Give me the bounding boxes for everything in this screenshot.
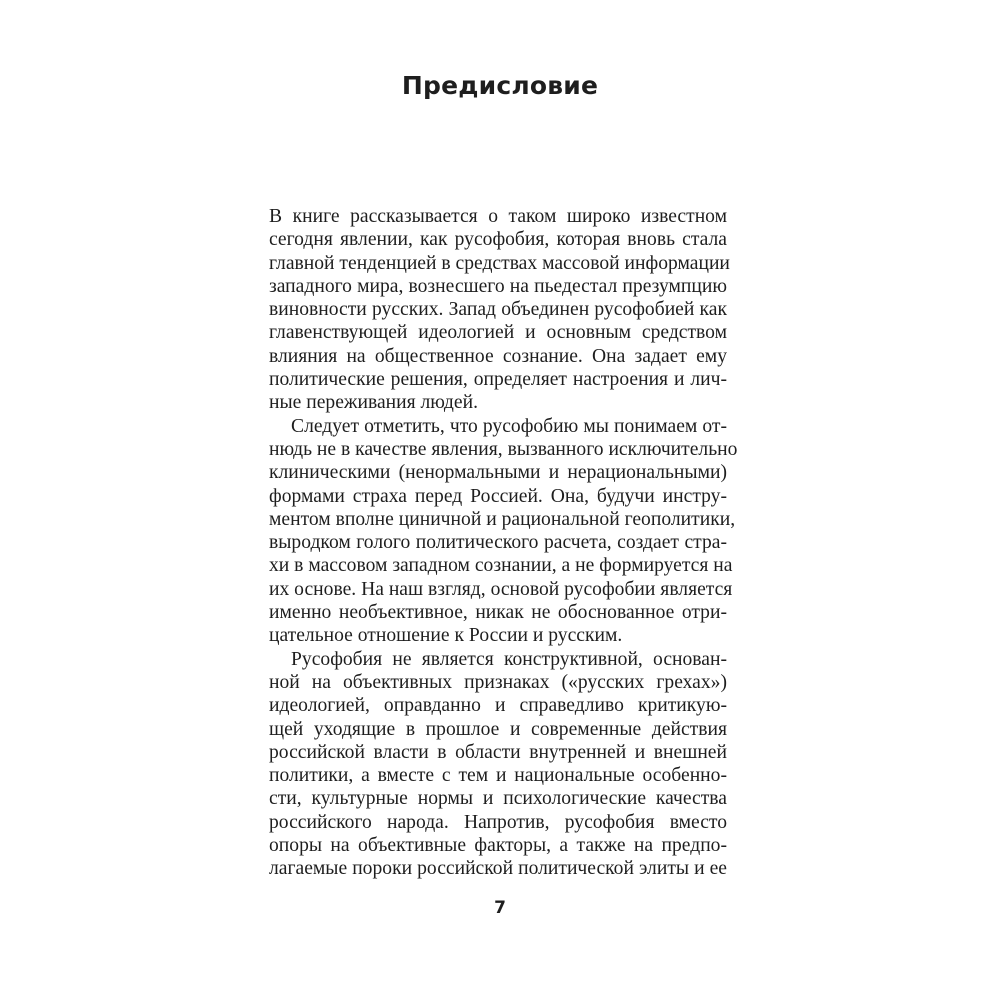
text-line: выродком голого политического расчета, создает стра-	[269, 532, 727, 554]
body-text	[269, 205, 738, 881]
text-line: сегодня явлении, как русофобия, которая вновь стала	[269, 229, 727, 251]
text-line: В книге рассказывается о таком широко известном	[269, 206, 727, 227]
text-line: ные переживания людей.	[269, 392, 478, 414]
text-line: идеологией, оправданно и справедливо критикую-	[269, 695, 727, 717]
text-line: западного мира, вознесшего на пьедестал презумпцию	[269, 275, 727, 297]
text-line: ной на объективных признаках («русских грехах»)	[269, 671, 727, 693]
text-line: формами страха перед Россией. Она, будучи инстру-	[269, 485, 727, 507]
text-line: Русофобия не является конструктивной, основан-	[291, 648, 727, 670]
text-line: клиническими (ненормальными и нерациональными)	[269, 462, 727, 484]
text-line: российской власти в области внутренней и внешней	[269, 741, 727, 763]
text-line: политики, а вместе с тем и национальные особенно-	[269, 765, 727, 787]
text-line: главенствующей идеологией и основным средством	[269, 322, 727, 344]
text-line: их основе. На наш взгляд, основой русофобии является	[269, 578, 733, 600]
text-line: нюдь не в качестве явления, вызванного исключительно	[269, 438, 738, 460]
text-line: сти, культурные нормы и психологические качества	[269, 788, 727, 810]
text-line: щей уходящие в прошлое и современные действия	[269, 718, 727, 740]
page-number: 7	[494, 898, 506, 918]
text-line: именно необъективное, никак не обоснованное отри-	[269, 602, 727, 624]
text-line: главной тенденцией в средствах массовой информации	[269, 252, 730, 274]
text-line: ментом вполне циничной и рациональной геополитики,	[269, 508, 736, 530]
text-line: виновности русских. Запад объединен русофобией как	[269, 299, 727, 321]
text-line: цательное отношение к России и русским.	[269, 625, 623, 647]
text-line: российского народа. Напротив, русофобия вместо	[269, 811, 727, 833]
text-line: опоры на объективные факторы, а также на предпо-	[269, 835, 727, 857]
text-line: Следует отметить, что русофобию мы понимаем от-	[291, 415, 727, 437]
text-line: хи в массовом западном сознании, а не формируется на	[269, 555, 733, 577]
page-title: Предисловие	[401, 71, 599, 100]
text-line: политические решения, определяет настроения и лич-	[269, 369, 727, 391]
text-line: влияния на общественное сознание. Она задает ему	[269, 345, 727, 367]
text-line: лагаемые пороки российской политической элиты и ее	[269, 858, 727, 880]
